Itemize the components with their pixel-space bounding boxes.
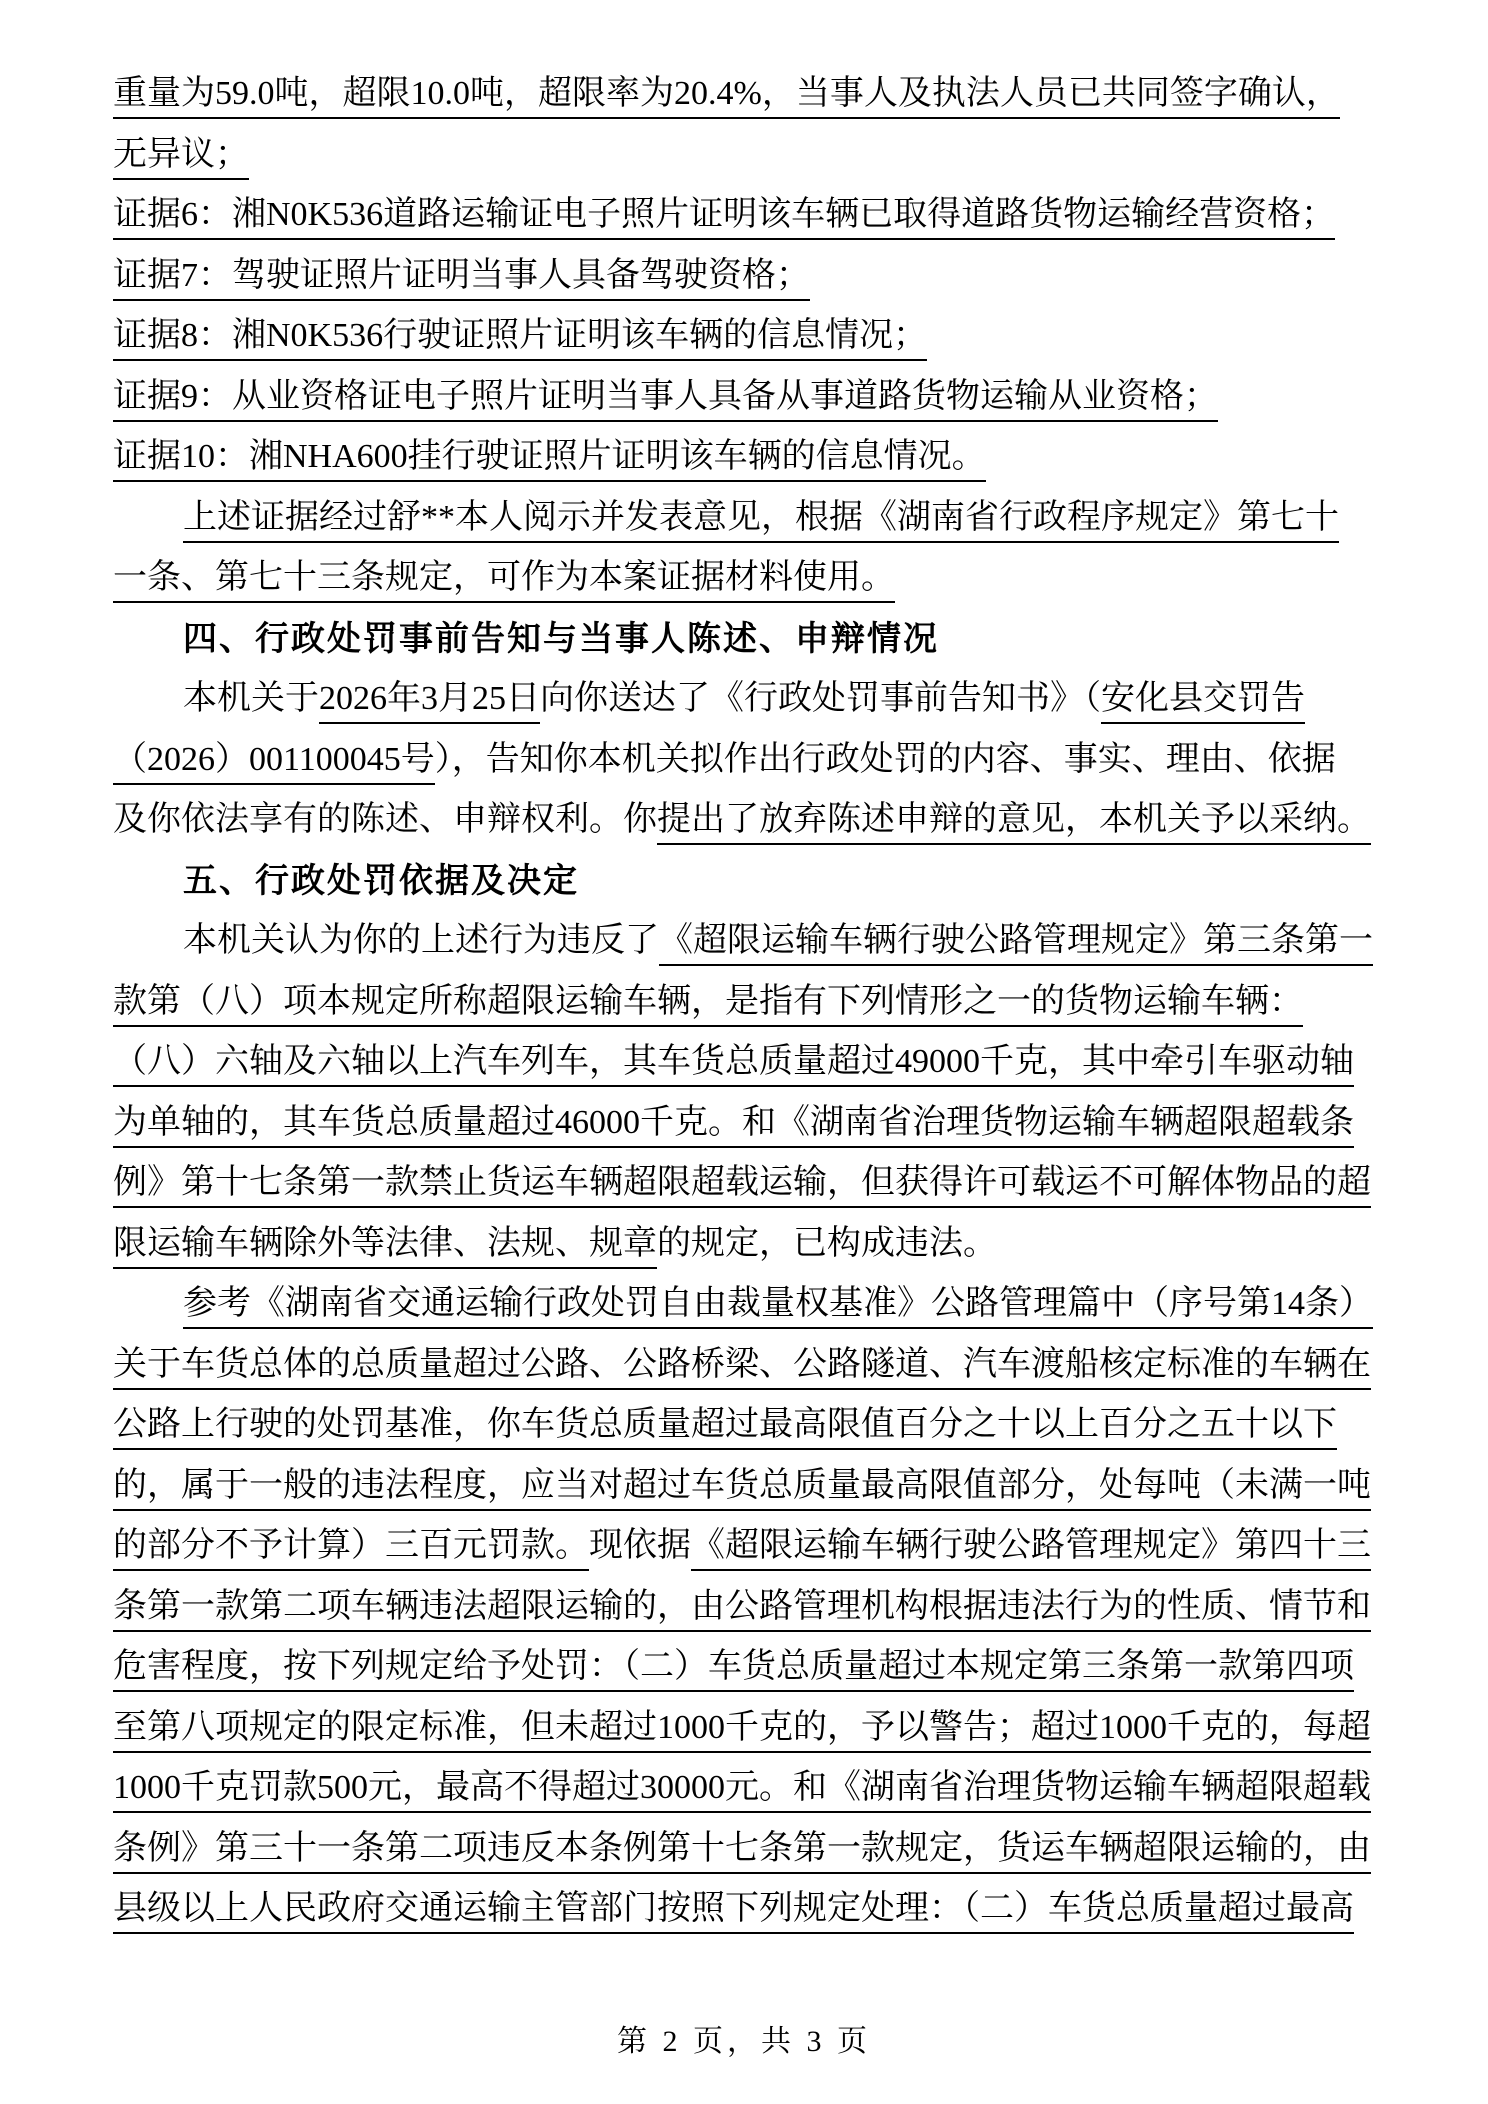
text-line	[113, 1516, 1385, 1577]
text-segment: 五、行政处罚依据及决定	[183, 861, 579, 900]
text-line	[113, 1456, 1385, 1517]
section-heading	[113, 851, 1385, 912]
underlined-text-segment: 关于车货总体的总质量超过公路、公路桥梁、公路隧道、汽车渡船核定标准的车辆在	[113, 1346, 1371, 1390]
underlined-text-segment: 条例》第三十一条第二项违反本条例第十七条第一款规定，货运车辆超限运输的，由	[113, 1830, 1371, 1874]
text-line	[113, 488, 1385, 549]
text-line	[113, 972, 1385, 1033]
underlined-text-segment: 公路上行驶的处罚基准，你车货总质量超过最高限值百分之十以上百分之五十以下	[113, 1406, 1337, 1450]
text-line	[113, 1698, 1385, 1759]
text-line	[113, 367, 1385, 428]
text-line	[113, 246, 1385, 307]
underlined-text-segment: 重量为59.0吨，超限10.0吨，超限率为20.4%，当事人及执法人员已共同签字确认，	[113, 75, 1340, 119]
text-line	[113, 1395, 1385, 1456]
text-line	[113, 64, 1385, 125]
text-segment: 向你送达了《行政处罚事前告知书》（	[540, 680, 1101, 717]
text-line	[113, 1819, 1385, 1880]
section-heading	[113, 609, 1385, 670]
underlined-text-segment: 上述证据经过舒**本人阅示并发表意见，根据《湖南省行政程序规定》第七十	[183, 499, 1339, 543]
text-segment: ），告知你本机关拟作出行政处罚的内容、事实、理由、依据	[434, 740, 1336, 778]
text-line	[113, 548, 1385, 609]
text-line	[113, 1577, 1385, 1638]
text-line	[113, 1637, 1385, 1698]
underlined-text-segment: 证据9：从业资格证电子照片证明当事人具备从事道路货物运输从业资格；	[113, 378, 1218, 422]
document-body	[113, 64, 1385, 1940]
underlined-text-segment: 证据6：湘N0K536道路运输证电子照片证明该车辆已取得道路货物运输经营资格；	[113, 196, 1335, 240]
text-line	[113, 1758, 1385, 1819]
underlined-text-segment: 证据7：驾驶证照片证明当事人具备驾驶资格；	[113, 257, 810, 301]
text-line	[113, 185, 1385, 246]
text-segment: 本机关认为你的上述行为违反了	[183, 922, 659, 959]
text-line	[113, 1335, 1385, 1396]
underlined-text-segment: （八）六轴及六轴以上汽车列车，其车货总质量超过49000千克，其中牵引车驱动轴	[113, 1043, 1354, 1087]
text-line	[113, 1879, 1385, 1940]
underlined-text-segment: 危害程度，按下列规定给予处罚：（二）车货总质量超过本规定第三条第一款第四项	[113, 1648, 1354, 1692]
text-line	[113, 1153, 1385, 1214]
text-segment: 本机关于	[183, 680, 319, 717]
page-number-footer: 第 2 页，共 3 页	[617, 2025, 871, 2058]
text-line	[113, 1274, 1385, 1335]
text-segment: 的规定，已构成违法。	[657, 1224, 997, 1262]
text-line	[113, 125, 1385, 186]
underlined-text-segment: 一条、第七十三条规定，可作为本案证据材料使用。	[113, 559, 895, 603]
underlined-text-segment: 例》第十七条第一款禁止货运车辆超限超载运输，但获得许可载运不可解体物品的超	[113, 1164, 1371, 1208]
underlined-text-segment: 《超限运输车辆行驶公路管理规定》第四十三	[691, 1527, 1371, 1571]
text-line	[113, 1032, 1385, 1093]
text-line	[113, 427, 1385, 488]
underlined-text-segment: 为单轴的，其车货总质量超过46000千克。和《湖南省治理货物运输车辆超限超载条	[113, 1104, 1354, 1148]
underlined-text-segment: 款第（八）项本规定所称超限运输车辆，是指有下列情形之一的货物运输车辆：	[113, 983, 1303, 1027]
underlined-text-segment: 参考《湖南省交通运输行政处罚自由裁量权基准》公路管理篇中（序号第14条）	[183, 1285, 1373, 1329]
text-line	[113, 1214, 1385, 1275]
text-line	[113, 669, 1385, 730]
underlined-text-segment: 条第一款第二项车辆违法超限运输的，由公路管理机构根据违法行为的性质、情节和	[113, 1588, 1371, 1632]
text-line	[113, 911, 1385, 972]
text-line	[113, 790, 1385, 851]
underlined-text-segment: 证据8：湘N0K536行驶证照片证明该车辆的信息情况；	[113, 317, 927, 361]
underlined-text-segment: 证据10：湘NHA600挂行驶证照片证明该车辆的信息情况。	[113, 438, 986, 482]
text-line	[113, 306, 1385, 367]
underlined-text-segment: 1000千克罚款500元，最高不得超过30000元。和《湖南省治理货物运输车辆超限超载	[113, 1769, 1371, 1813]
text-segment: 四、行政处罚事前告知与当事人陈述、申辩情况	[183, 619, 939, 658]
underlined-text-segment: 2026年3月25日	[319, 680, 540, 724]
underlined-text-segment: 至第八项规定的限定标准，但未超过1000千克的，予以警告；超过1000千克的，每超	[113, 1709, 1371, 1753]
underlined-text-segment: 提出了放弃陈述申辩的意见，本机关予以采纳。	[657, 801, 1371, 845]
underlined-text-segment: （2026）001100045号	[113, 741, 435, 785]
text-line	[113, 730, 1385, 791]
underlined-text-segment: 的部分不予计算）三百元罚款。	[113, 1527, 589, 1571]
underlined-text-segment: 县级以上人民政府交通运输主管部门按照下列规定处理：（二）车货总质量超过最高	[113, 1890, 1354, 1934]
underlined-text-segment: 限运输车辆除外等法律、法规、规章	[113, 1225, 657, 1269]
underlined-text-segment: 无异议；	[113, 136, 249, 180]
text-segment: 现依据	[589, 1527, 691, 1564]
underlined-text-segment: 安化县交罚告	[1101, 680, 1305, 724]
text-segment: 及你依法享有的陈述、申辩权利。你	[113, 801, 657, 838]
underlined-text-segment: 的，属于一般的违法程度，应当对超过车货总质量最高限值部分，处每吨（未满一吨	[113, 1467, 1371, 1511]
underlined-text-segment: 《超限运输车辆行驶公路管理规定》第三条第一	[659, 922, 1373, 966]
text-line	[113, 1093, 1385, 1154]
